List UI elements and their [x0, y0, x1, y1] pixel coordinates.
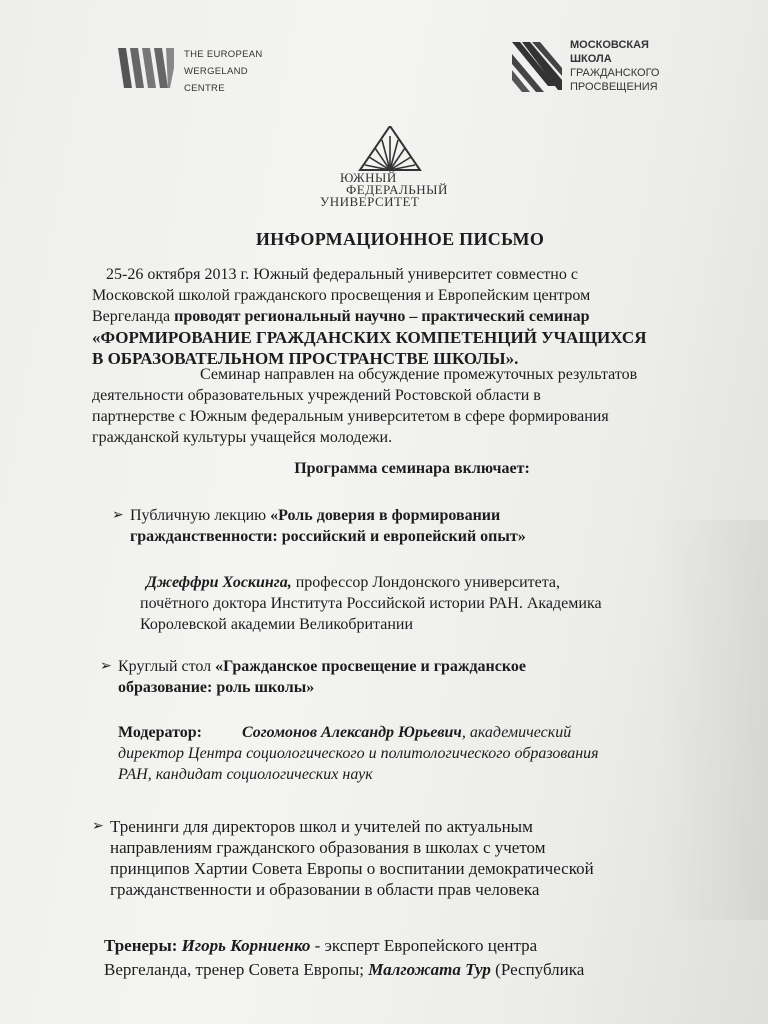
trainers-label: Тренеры:	[104, 936, 178, 955]
speaker-line1	[140, 572, 700, 593]
intro-paragraph	[92, 264, 692, 369]
desc-line4: гражданской культуры учащейся молодежи.	[92, 429, 393, 446]
program-item-lecture	[112, 505, 698, 547]
trainings-line1: Тренинги для директоров школ и учителей по актуальным	[110, 817, 533, 836]
ewc-logo-line1: THE EUROPEAN	[184, 49, 263, 60]
bullet-arrow-icon: ➢	[92, 818, 104, 834]
trainings-line3: принципов Хартии Совета Европы о воспитании демократической	[110, 859, 594, 878]
roundtable-line1a: Круглый стол	[118, 658, 216, 675]
speaker-title: профессор Лондонского университета,	[291, 574, 561, 591]
intro-line3	[92, 306, 692, 327]
letter-title: ИНФОРМАЦИОННОЕ ПИСЬМО	[255, 229, 545, 249]
sfu-logo-line3: УНИВЕРСИТЕТ	[320, 194, 420, 209]
msh-logo-line3: ГРАЖДАНСКОГО	[570, 67, 660, 79]
intro-line2: Московской школой гражданского просвещения и Европейским центром	[92, 287, 591, 304]
msh-logo-mark-icon	[512, 40, 564, 92]
description-paragraph	[92, 364, 692, 448]
ewc-logo-mark-icon	[118, 48, 178, 88]
ewc-logo	[118, 44, 268, 96]
roundtable-line2: образование: роль школы»	[118, 679, 315, 696]
trainer2-role: (Республика	[490, 960, 585, 979]
program-heading: Программа семинара включает:	[294, 460, 530, 477]
trainings-line2: направлениям гражданского образования в школах с учетом	[110, 838, 546, 857]
moderator-label: Модератор:	[118, 724, 202, 741]
trainers-block	[104, 934, 718, 982]
desc-line1: Семинар направлен на обсуждение промежуточных результатов	[200, 366, 638, 383]
trainer1-name: Игорь Корниенко	[181, 936, 311, 955]
sfu-logo-line2: ФЕДЕРАЛЬНЫЙ	[346, 182, 448, 197]
lecture-speaker	[140, 572, 700, 635]
bullet-arrow-icon: ➢	[112, 507, 124, 523]
sfu-logo	[300, 126, 480, 222]
moderator-line2: директор Центра социологического и политологического образования	[118, 745, 599, 762]
msh-logo-line2: ШКОЛА	[570, 53, 612, 65]
speaker-line3: Королевской академии Великобритании	[140, 616, 414, 633]
moderator-line3: РАН, кандидат социологических наук	[118, 766, 373, 783]
lecture-line2: гражданственности: российский и европейский опыт»	[130, 528, 526, 545]
trainers-line1	[104, 934, 718, 958]
msh-logo	[512, 36, 692, 96]
program-item-trainings	[92, 816, 716, 900]
moderator-block	[118, 722, 710, 785]
speaker-name: Джеффри Хоскинга,	[146, 574, 292, 591]
sfu-logo-line1: ЮЖНЫЙ	[340, 170, 397, 185]
roundtable-line1	[118, 656, 704, 677]
lecture-line1a: Публичную лекцию	[130, 507, 271, 524]
roundtable-line1b: «Гражданское просвещение и гражданское	[215, 658, 526, 675]
moderator-role: , академический	[461, 724, 572, 741]
lecture-line1b: «Роль доверия в формировании	[270, 507, 501, 524]
ewc-logo-line3: CENTRE	[184, 83, 225, 94]
speaker-line2: почётного доктора Института Российской истории РАН. Академика	[140, 595, 602, 612]
ewc-logo-line2: WERGELAND	[184, 66, 248, 77]
trainers-line2	[104, 958, 718, 982]
trainings-line4: гражданственности и образовании в области прав человека	[110, 880, 540, 899]
trainer2-name: Малгожата Тур	[368, 960, 491, 979]
intro-line3b: проводят региональный научно – практический семинар	[174, 308, 590, 325]
desc-line3: партнерстве с Южным федеральным университетом в сфере формирования	[92, 408, 609, 425]
seminar-title-line1: «ФОРМИРОВАНИЕ ГРАЖДАНСКИХ КОМПЕТЕНЦИЙ УЧАЩИХСЯ	[92, 328, 647, 347]
trainer1-role-cont: Вергеланда, тренер Совета Европы;	[104, 960, 369, 979]
intro-line1: 25-26 октября 2013 г. Южный федеральный университет совместно с	[106, 266, 578, 283]
sfu-logo-mark-icon	[358, 126, 422, 172]
bullet-arrow-icon: ➢	[100, 658, 112, 674]
intro-line3a: Вергеланда	[92, 308, 175, 325]
msh-logo-line4: ПРОСВЕЩЕНИЯ	[570, 81, 658, 93]
lecture-line1	[130, 505, 698, 526]
program-item-roundtable	[100, 656, 704, 698]
moderator-name: Согомонов Александр Юрьевич	[241, 724, 462, 741]
moderator-line1	[118, 722, 710, 743]
trainer1-role: - эксперт Европейского центра	[310, 936, 538, 955]
msh-logo-line1: МОСКОВСКАЯ	[570, 39, 649, 51]
desc-line2: деятельности образовательных учреждений Ростовской области в	[92, 387, 541, 404]
seminar-title-line2: В ОБРАЗОВАТЕЛЬНОМ ПРОСТРАНСТВЕ ШКОЛЫ».	[92, 349, 519, 368]
